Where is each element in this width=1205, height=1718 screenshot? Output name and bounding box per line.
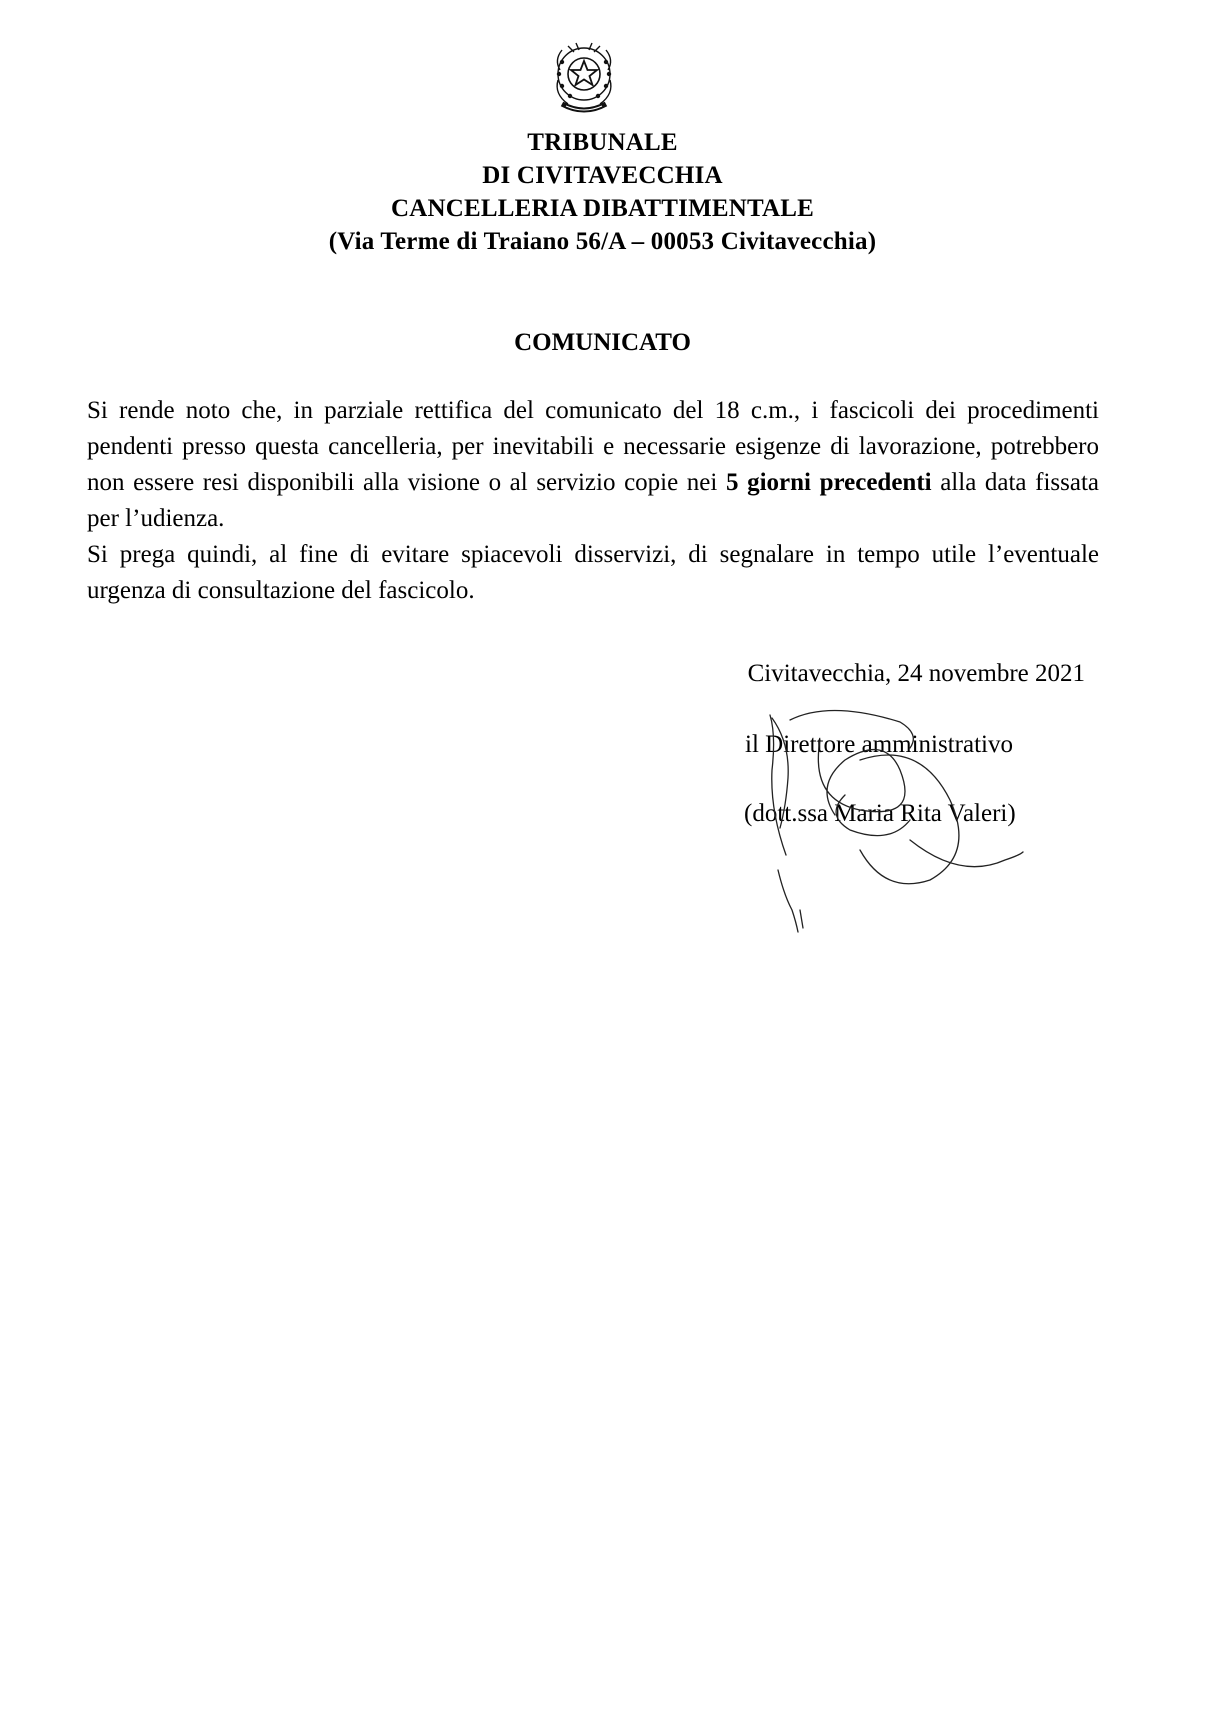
italian-republic-emblem-icon — [548, 40, 620, 118]
place-date: Civitavecchia, 24 novembre 2021 — [747, 660, 1085, 687]
paragraph-1-text-start: Si rende noto che, in parziale rettifica del comunicato del 18 c.m., i fascicoli dei procedimenti pendenti presso questa cancelleria, per inevitabili e necessarie esigenze di lavorazione, potrebbero non essere resi disponibili alla visione o al servizio copie nei — [87, 397, 1099, 496]
paragraph-1-text-end: alla data fissata per l’udienza. — [87, 469, 1100, 532]
office-name: CANCELLERIA DIBATTIMENTALE — [390, 195, 815, 222]
notice-body — [87, 393, 1099, 609]
court-city: DI CIVITAVECCHIA — [482, 162, 723, 189]
court-name: TRIBUNALE — [527, 129, 678, 156]
notice-title: COMUNICATO — [514, 329, 691, 356]
notice-paragraph-2: Si prega quindi, al fine di evitare spiacevoli disservizi, di segnalare in tempo utile l’eventuale urgenza di consultazione del fascicolo. — [87, 541, 1099, 604]
signer-name: (dott.ssa Maria Rita Valeri) — [744, 800, 1016, 827]
office-address: (Via Terme di Traiano 56/A – 00053 Civitavecchia) — [328, 228, 877, 255]
paragraph-1-bold-text: 5 giorni precedenti — [725, 469, 932, 496]
signer-role: il Direttore amministrativo — [745, 731, 1013, 758]
document-header — [0, 126, 1205, 258]
notice-paragraph-1 — [87, 393, 1099, 537]
